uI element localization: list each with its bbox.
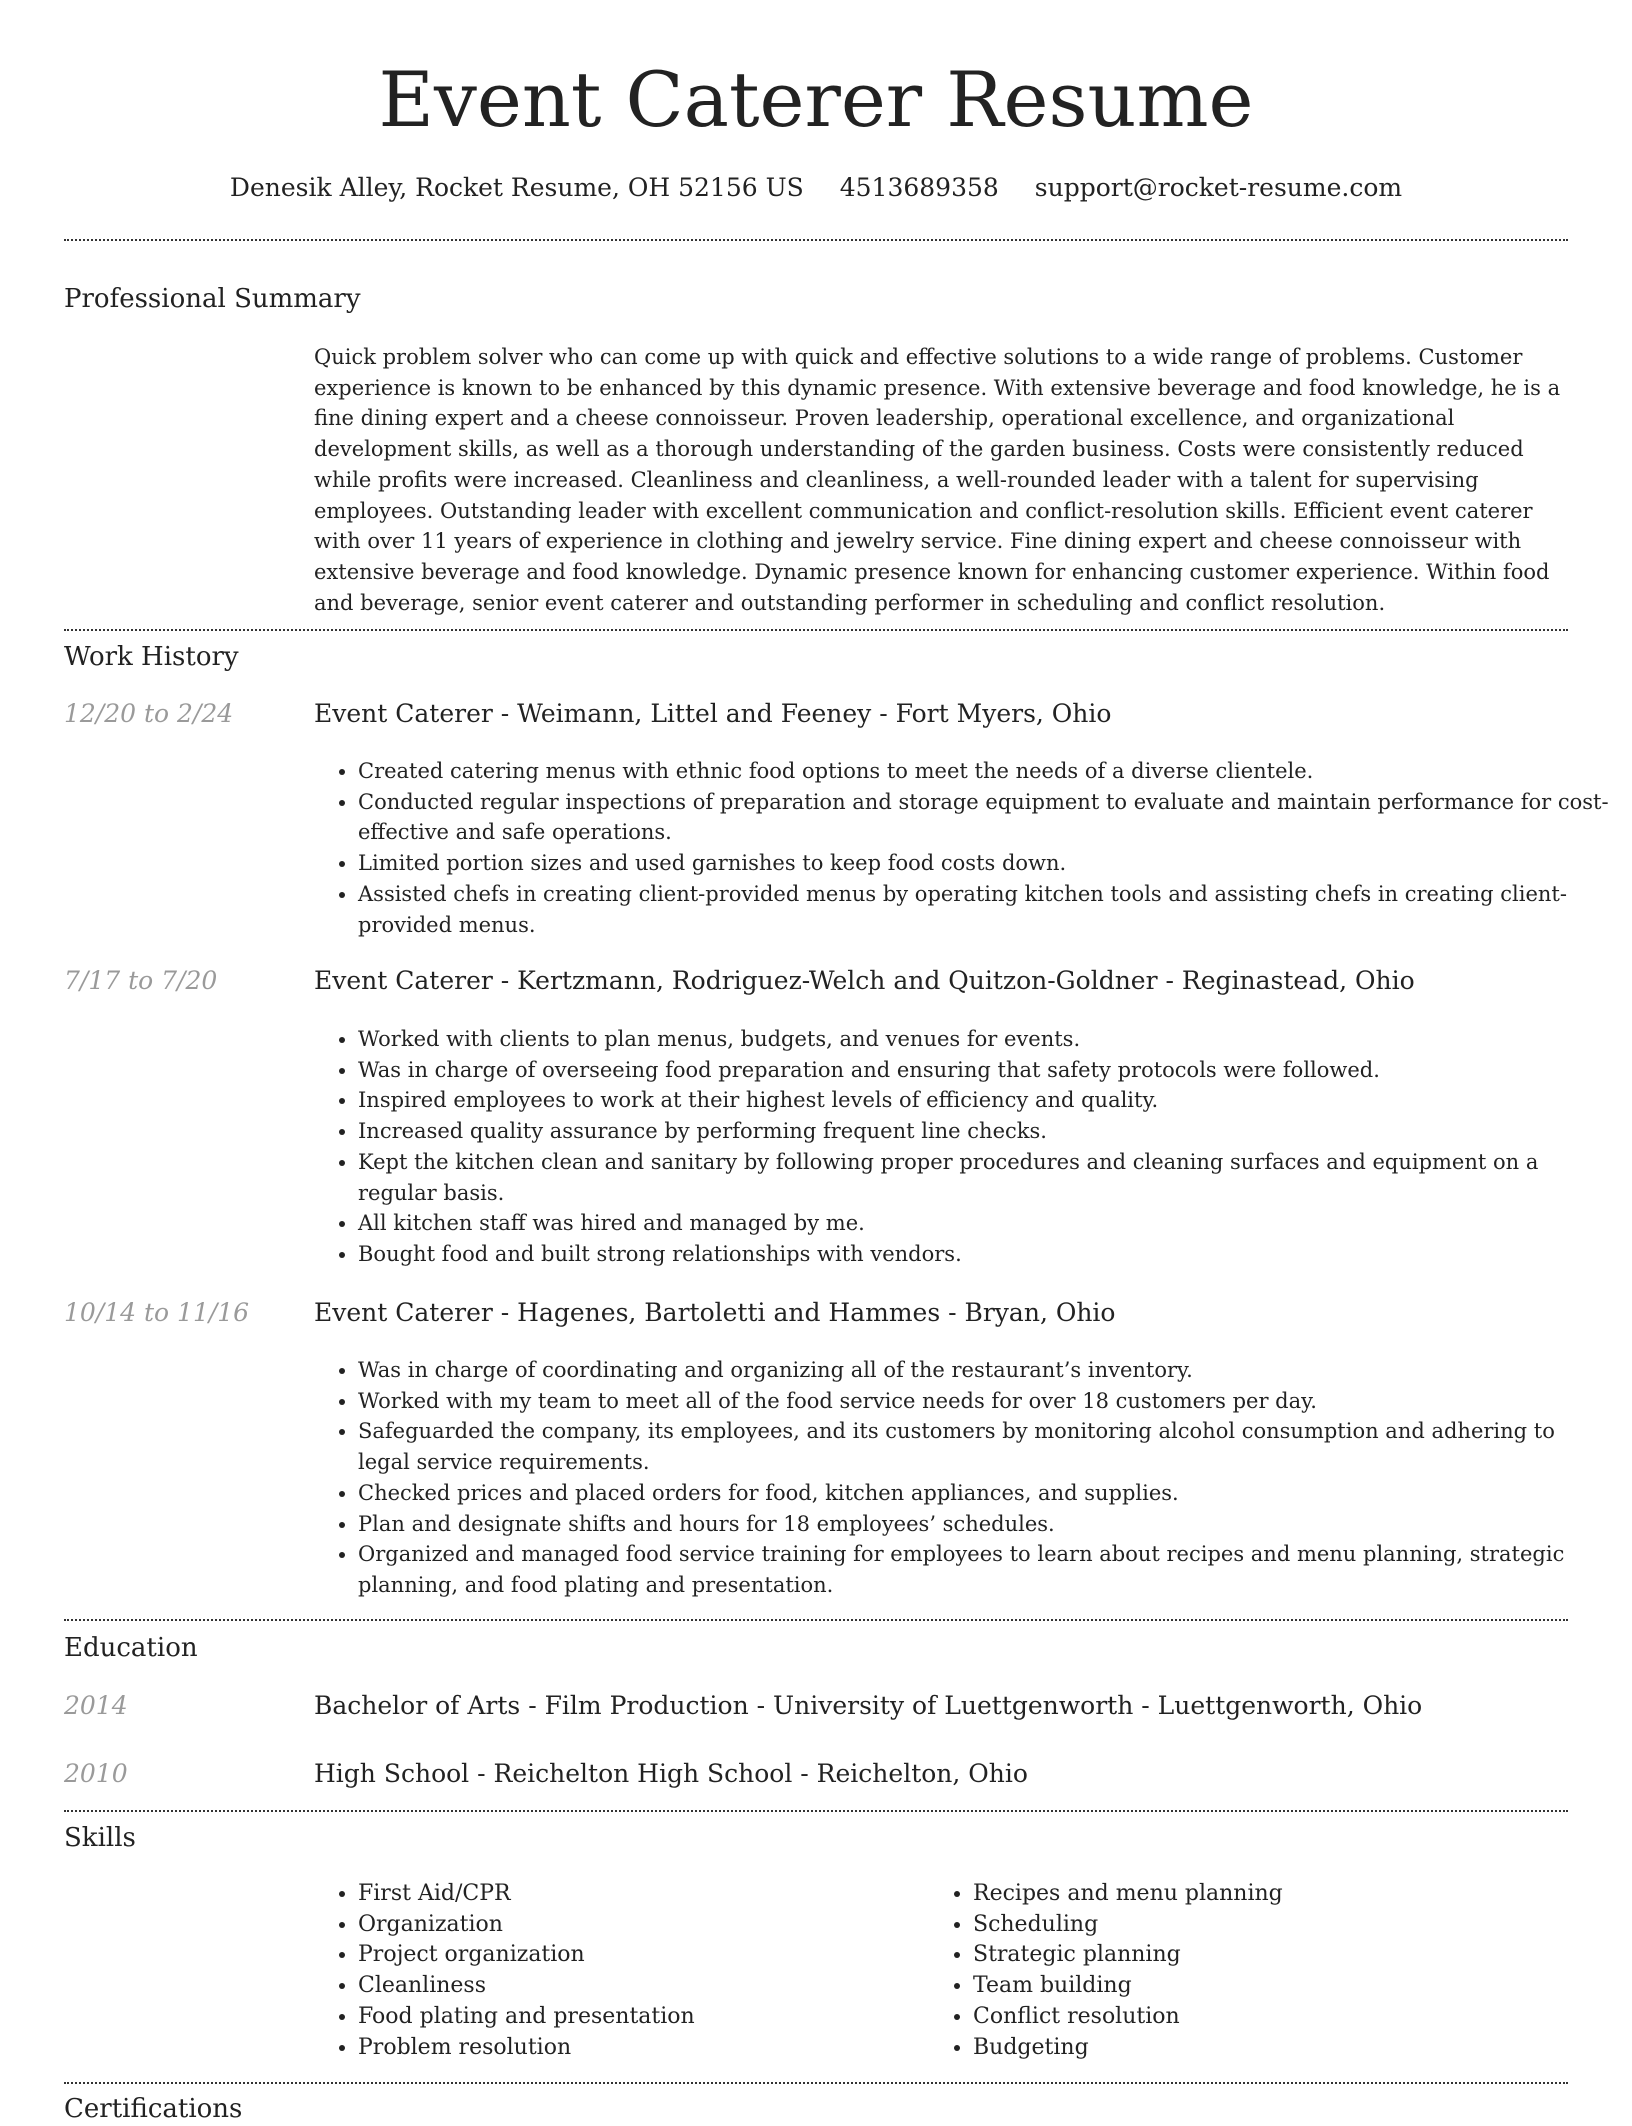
work-history-heading: Work History [64,642,239,672]
job-bullets [314,1355,1612,1601]
job-bullet: • Limited portion sizes and used garnishes to keep food costs down. [358,848,1612,879]
skill-item: • Problem resolution [358,2033,918,2064]
job-bullet: • Checked prices and placed orders for food, kitchen appliances, and supplies. [358,1478,1612,1509]
section-divider [64,1619,1568,1621]
section-divider [64,239,1568,241]
summary-heading: Professional Summary [64,284,361,314]
job-bullet: • Conducted regular inspections of preparation and storage equipment to evaluate and maintain performance for cost-effective and safe operations. [358,787,1612,848]
job-bullet: • Inspired employees to work at their highest levels of efficiency and quality. [358,1085,1612,1116]
job-bullet: • Was in charge of overseeing food preparation and ensuring that safety protocols were followed. [358,1055,1612,1086]
job-bullet: • Kept the kitchen clean and sanitary by following proper procedures and cleaning surfaces and equipment on a regular basis. [358,1147,1612,1208]
job-bullet: • Assisted chefs in creating client-provided menus by operating kitchen tools and assisting chefs in creating client-provided menus. [358,879,1612,940]
contact-line [0,170,1632,206]
job-bullets [314,1024,1612,1270]
education-year: 2014 [64,1691,128,1720]
contact-email: support@rocket-resume.com [1034,173,1403,202]
job-bullet: • Created catering menus with ethnic food options to meet the needs of a diverse clientele. [358,756,1612,787]
job-title: Event Caterer - Kertzmann, Rodriguez-Welch and Quitzon-Goldner - Reginastead, Ohio [314,966,1415,995]
education-entry: High School - Reichelton High School - Reichelton, Ohio [314,1759,1028,1788]
education-year: 2010 [64,1759,128,1788]
job-bullet: • Organized and managed food service training for employees to learn about recipes and menu planning, strategic planning, and food plating and presentation. [358,1539,1612,1600]
job-bullet: • Was in charge of coordinating and organizing all of the restaurant’s inventory. [358,1355,1612,1386]
skills-list-left [314,1879,918,2063]
skill-item: • Food plating and presentation [358,2002,918,2033]
skill-item: • Project organization [358,1940,918,1971]
job-bullet: • Plan and designate shifts and hours for 18 employees’ schedules. [358,1509,1612,1540]
certifications-heading: Certifications [64,2094,243,2124]
skill-item: • Recipes and menu planning [973,1879,1533,1910]
skill-item: • Organization [358,1910,918,1941]
contact-address: Denesik Alley, Rocket Resume, OH 52156 US [229,173,804,202]
job-dates: 12/20 to 2/24 [64,699,234,728]
job-bullet: • Safeguarded the company, its employees, and its customers by monitoring alcohol consumption and adhering to legal service requirements. [358,1416,1612,1477]
job-bullet: • All kitchen staff was hired and managed by me. [358,1208,1612,1239]
job-bullet: • Increased quality assurance by performing frequent line checks. [358,1116,1612,1147]
education-entry: Bachelor of Arts - Film Production - University of Luettgenworth - Luettgenworth, Ohio [314,1691,1423,1720]
summary-text: Quick problem solver who can come up with quick and effective solutions to a wide range of problems. Customer experience is known to be enhanced by this dynamic presence. With extensive beverage and food knowledge, he is a fine dining expert and a cheese connoisseur. Proven leadership, operational excellence, and organizational development skills, as well as a thorough understanding of the garden business. Costs were consistently reduced while profits were increased. Cleanliness and cleanliness, a well-rounded leader with a talent for supervising employees. Outstanding leader with excellent communication and conflict-resolution skills. Efficient event caterer with over 11 years of experience in clothing and jewelry service. Fine dining expert and cheese connoisseur with extensive beverage and food knowledge. Dynamic presence known for enhancing customer experience. Within food and beverage, senior event caterer and outstanding performer in scheduling and conflict resolution. [314,345,1561,615]
skill-item: • Conflict resolution [973,2002,1533,2033]
job-title: Event Caterer - Weimann, Littel and Feeney - Fort Myers, Ohio [314,699,1112,728]
contact-phone: 4513689358 [839,173,999,202]
job-bullets [314,756,1612,940]
section-divider [64,1810,1568,1812]
job-dates: 10/14 to 11/16 [64,1298,250,1327]
job-bullet: • Worked with clients to plan menus, budgets, and venues for events. [358,1024,1612,1055]
skill-item: • Scheduling [973,1910,1533,1941]
skill-item: • Team building [973,1971,1533,2002]
education-heading: Education [64,1633,198,1663]
skill-item: • Strategic planning [973,1940,1533,1971]
job-title: Event Caterer - Hagenes, Bartoletti and Hammes - Bryan, Ohio [314,1298,1116,1327]
skills-heading: Skills [64,1823,136,1853]
skills-list-right [929,1879,1533,2063]
job-bullet: • Worked with my team to meet all of the food service needs for over 18 customers per day. [358,1386,1612,1417]
resume-title: Event Caterer Resume [378,55,1254,144]
job-dates: 7/17 to 7/20 [64,966,218,995]
skill-item: • First Aid/CPR [358,1879,918,1910]
job-bullet: • Bought food and built strong relationships with vendors. [358,1239,1612,1270]
skill-item: • Budgeting [973,2033,1533,2064]
skill-item: • Cleanliness [358,1971,918,2002]
section-divider [64,629,1568,631]
section-divider [64,2082,1568,2084]
